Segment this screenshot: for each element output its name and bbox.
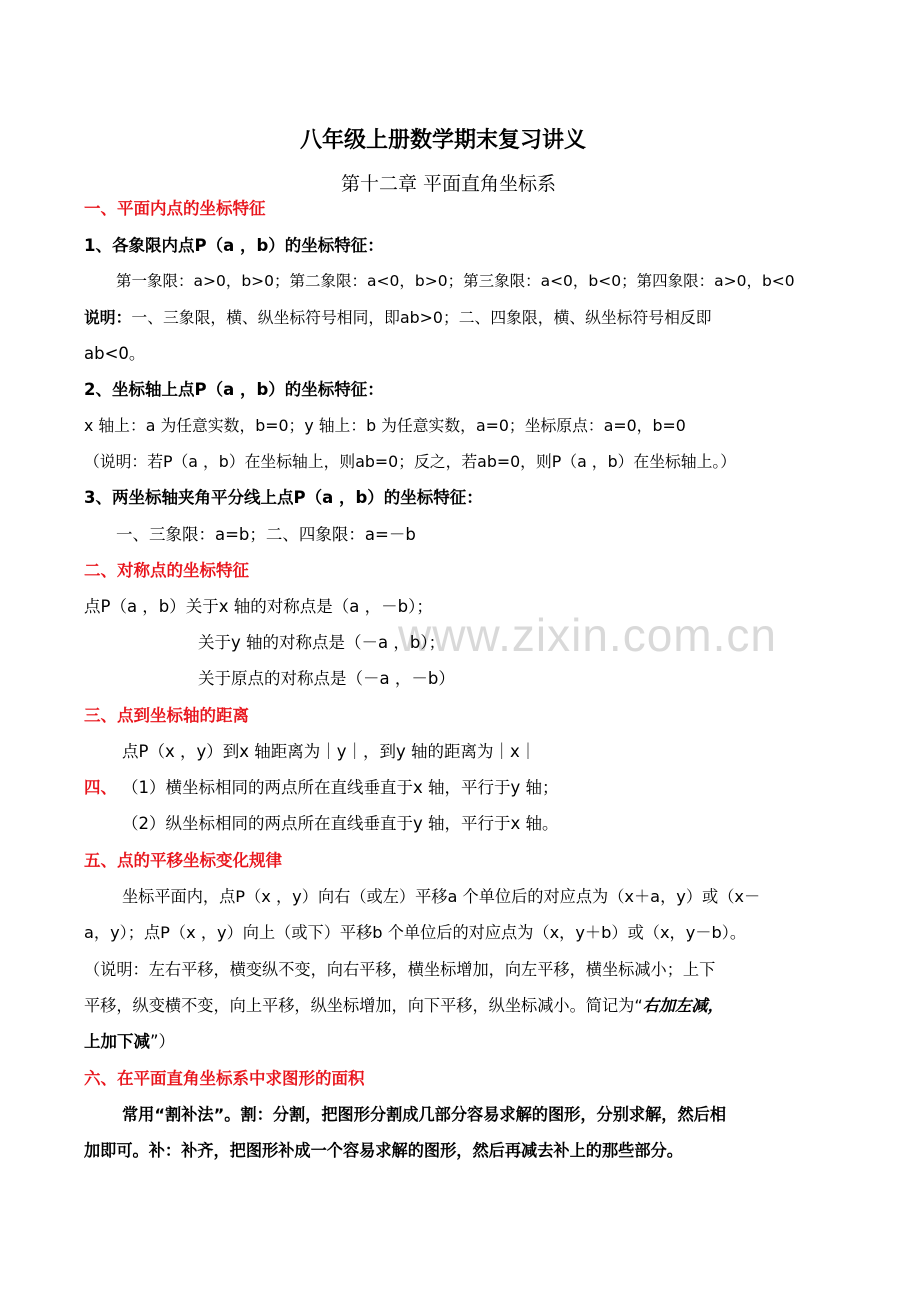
translation-note-3 [84, 1032, 175, 1052]
document-title: 八年级上册数学期末复习讲义 [300, 128, 587, 153]
section-1-item-1: 1、各象限内点P（a ，b）的坐标特征： [84, 236, 384, 255]
symmetry-x: 点P（a ，b）关于x 轴的对称点是（a ，－b）； [84, 597, 433, 616]
section-2-heading: 二、对称点的坐标特征 [84, 561, 249, 580]
mnemonic-part-2: 上加下减 [84, 1032, 150, 1051]
distance-line: 点P（x ，y）到x 轴距离为｜y｜，到y 轴的距离为｜x｜ [122, 742, 537, 761]
section-3-heading: 三、点到坐标轴的距离 [84, 706, 249, 725]
section-1-item-2: 2、坐标轴上点P（a ，b）的坐标特征： [84, 380, 384, 399]
axis-note: （说明：若P（a ，b）在坐标轴上，则ab=0；反之，若ab=0，则P（a ，b）在坐标轴上。） [84, 452, 737, 471]
translation-note-text: 平移，纵变横不变，向上平移，纵坐标增加，向下平移，纵坐标减小。简记为“ [84, 996, 643, 1015]
note-label: 说明： [84, 308, 132, 327]
chapter-subtitle: 第十二章 平面直角坐标系 [341, 173, 557, 195]
bisector-signs: 一、三象限：a=b；二、四象限：a=－b [116, 525, 416, 544]
section-4-heading: 四、 [84, 778, 117, 797]
symmetry-y: 关于y 轴的对称点是（－a ，b）； [198, 633, 446, 652]
parallel-line-1: （1）横坐标相同的两点所在直线垂直于x 轴，平行于y 轴； [122, 778, 559, 797]
quadrant-signs: 第一象限：a>0，b>0；第二象限：a<0，b>0；第三象限：a<0，b<0；第四象限：a>0，b<0 [116, 272, 795, 290]
watermark: www.zixin.com.cn [398, 609, 777, 661]
section-1-item-3: 3、两坐标轴夹角平分线上点P（a ，b）的坐标特征： [84, 488, 483, 507]
quadrant-note-cont: ab<0。 [84, 344, 146, 363]
quadrant-note [84, 308, 712, 328]
note-text: 一、三象限，横、纵坐标符号相同，即ab>0；二、四象限，横、纵坐标符号相反即 [131, 308, 712, 327]
translation-note-1: （说明：左右平移，横变纵不变，向右平移，横坐标增加，向左平移，横坐标减小；上下 [84, 960, 716, 979]
section-1-heading: 一、平面内点的坐标特征 [84, 199, 266, 218]
parallel-line-2: （2）纵坐标相同的两点所在直线垂直于y 轴，平行于x 轴。 [122, 814, 559, 833]
area-method-line-1: 常用“割补法”。割：分割，把图形分割成几部分容易求解的图形，分别求解，然后相 [122, 1105, 727, 1124]
symmetry-origin: 关于原点的对称点是（－a ，－b） [198, 669, 455, 688]
translation-note-end: ”） [150, 1032, 176, 1051]
axis-signs: x 轴上：a 为任意实数，b=0；y 轴上：b 为任意实数，a=0；坐标原点：a=0，b=0 [84, 416, 686, 435]
area-method-line-2: 加即可。补：补齐，把图形补成一个容易求解的图形，然后再减去补上的那些部分。 [84, 1141, 683, 1160]
section-5-heading: 五、点的平移坐标变化规律 [84, 851, 282, 870]
mnemonic-part-1: 右加左减， [642, 996, 724, 1015]
translation-line-1: 坐标平面内，点P（x ，y）向右（或左）平移a 个单位后的对应点为（x＋a，y）或（x－ [122, 887, 761, 906]
section-6-heading: 六、在平面直角坐标系中求图形的面积 [84, 1069, 365, 1088]
translation-note-2 [84, 996, 724, 1016]
translation-line-2: a，y）；点P（x ，y）向上（或下）平移b 个单位后的对应点为（x，y＋b）或（x，y－b）。 [84, 923, 747, 942]
